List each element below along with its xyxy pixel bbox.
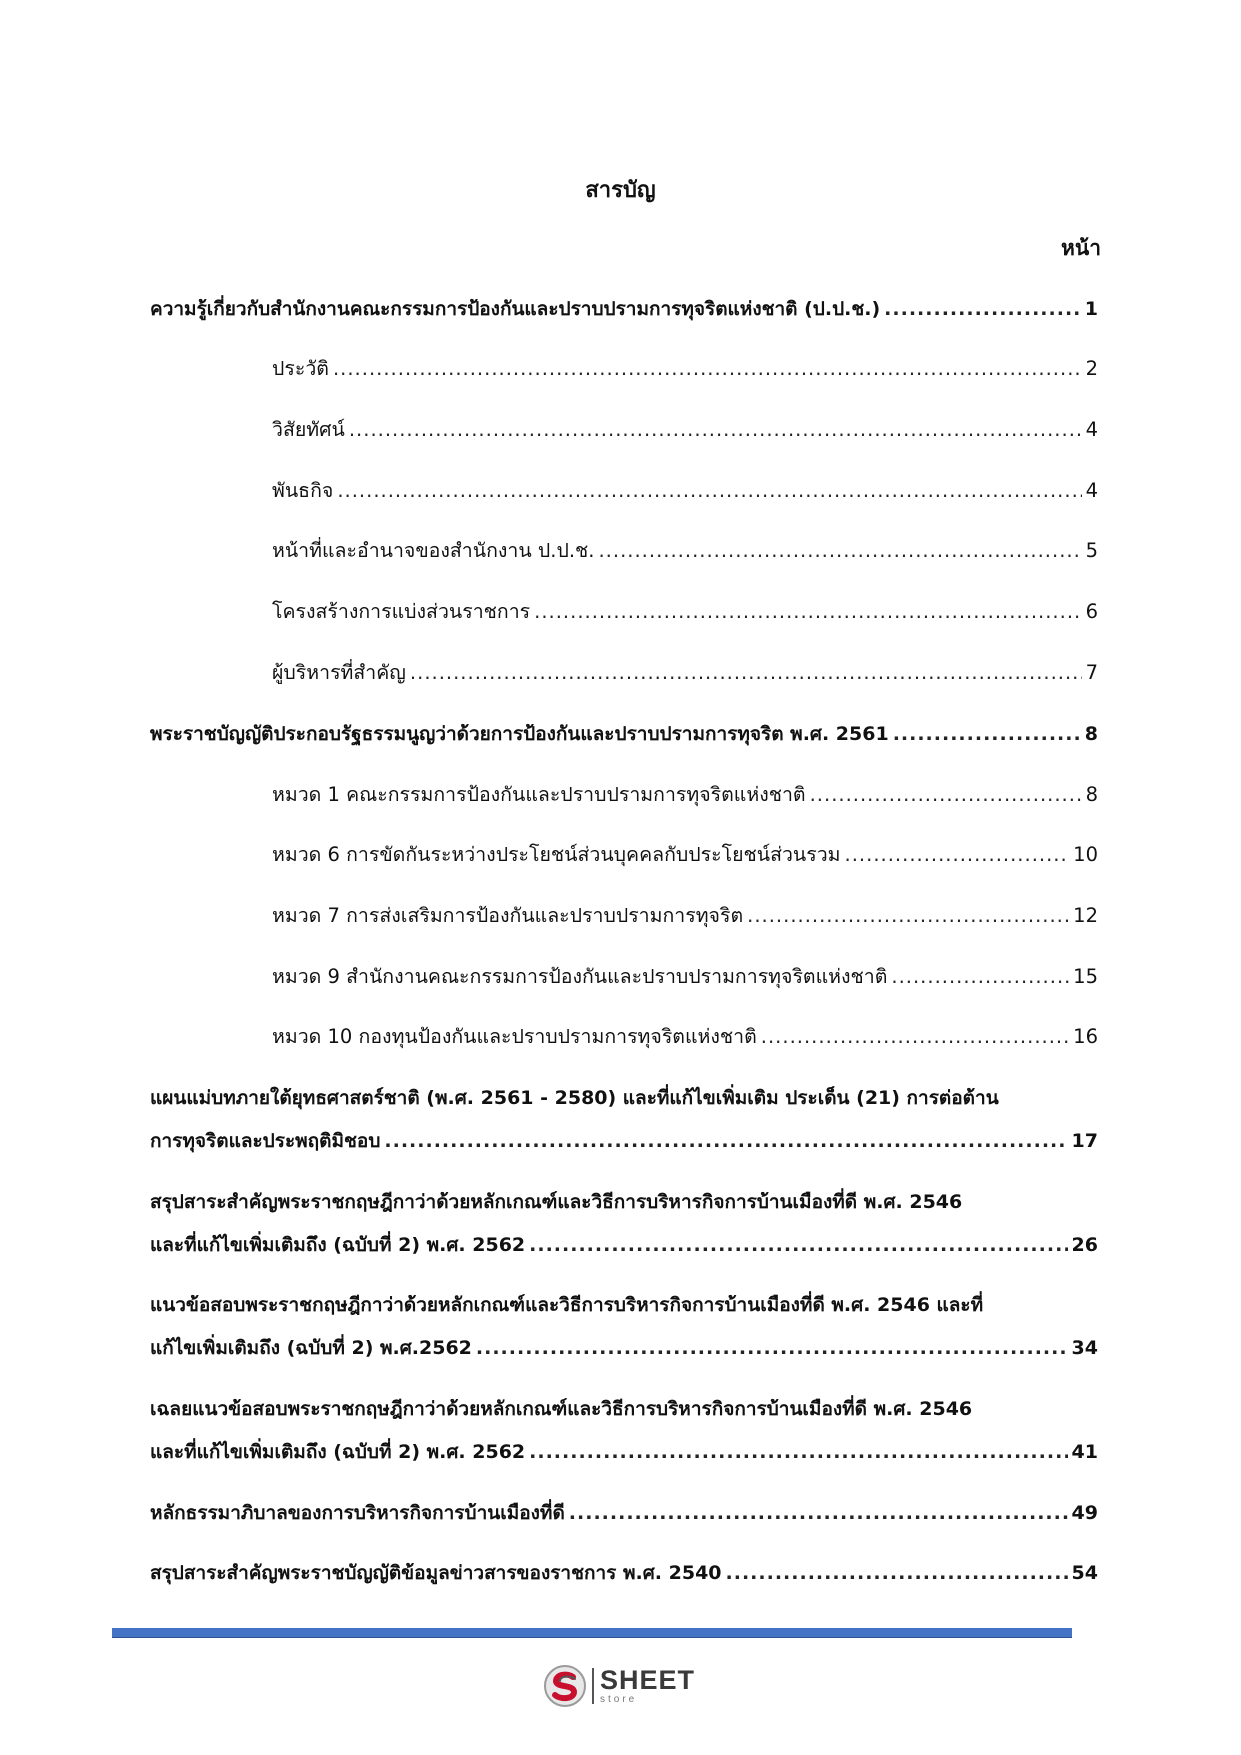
toc-entry[interactable] (150, 1491, 1098, 1535)
toc-entry-label: หน้าที่และอำนาจของสำนักงาน ป.ป.ช. (272, 539, 595, 562)
toc-entry-label: โครงสร้างการแบ่งส่วนราชการ (272, 600, 531, 623)
toc-entry-label: หมวด 9 สำนักงานคณะกรรมการป้องกันและปราบปรามการทุจริตแห่งชาติ (272, 965, 888, 988)
toc-entry-page: 6 (1085, 600, 1098, 623)
dot-leader (410, 651, 1082, 695)
toc-entry-page: 8 (1084, 723, 1098, 745)
toc-title: สารบัญ (585, 178, 656, 203)
toc-entry-label: สรุปสาระสำคัญพระราชบัญญัติข้อมูลข่าวสารของราชการ พ.ศ. 2540 (150, 1562, 722, 1584)
toc-entry-label: วิสัยทัศน์ (272, 418, 345, 441)
toc-entry[interactable] (272, 833, 1098, 877)
dot-leader (534, 590, 1081, 634)
toc-entry-label: และที่แก้ไขเพิ่มเติมถึง (ฉบับที่ 2) พ.ศ. 2562 (150, 1234, 526, 1256)
toc-entry-continuation[interactable] (150, 1326, 1098, 1370)
dot-leader (893, 712, 1081, 756)
toc-entry-page: 41 (1071, 1441, 1098, 1463)
toc-entry[interactable] (150, 1180, 1098, 1224)
toc-entry[interactable] (272, 894, 1098, 938)
toc-entry[interactable] (272, 1015, 1098, 1059)
toc-entry-page: 2 (1085, 357, 1098, 380)
toc-entry-label-line1: เฉลยแนวข้อสอบพระราชกฤษฎีกาว่าด้วยหลักเกณฑ์และวิธีการบริหารกิจการบ้านเมืองที่ดี พ.ศ. 2546 (150, 1398, 973, 1420)
page-column-header: หน้า (1061, 236, 1101, 260)
toc-entry-label: หมวด 6 การขัดกันระหว่างประโยชน์ส่วนบุคคลกับประโยชน์ส่วนรวม (272, 843, 841, 866)
toc-entry-page: 16 (1073, 1025, 1098, 1048)
toc-entry[interactable] (272, 469, 1098, 513)
dot-leader (476, 1326, 1068, 1370)
toc-entry-page: 7 (1085, 661, 1098, 684)
toc-entry[interactable] (272, 955, 1098, 999)
sheet-store-logo-icon (542, 1663, 588, 1709)
toc-entry[interactable] (150, 1076, 1098, 1120)
dot-leader (884, 287, 1081, 331)
toc-entry-label: พระราชบัญญัติประกอบรัฐธรรมนูญว่าด้วยการป้องกันและปราบปรามการทุจริต พ.ศ. 2561 (150, 723, 889, 745)
toc-entry-label: ประวัติ (272, 357, 329, 380)
toc-entry-label: แก้ไขเพิ่มเติมถึง (ฉบับที่ 2) พ.ศ.2562 (150, 1337, 472, 1359)
toc-entry[interactable] (272, 651, 1098, 695)
toc-entry-continuation[interactable] (150, 1223, 1098, 1267)
toc-entry-page: 5 (1085, 539, 1098, 562)
toc-entry-page: 15 (1073, 965, 1098, 988)
toc-entry-label: หมวด 10 กองทุนป้องกันและปราบปรามการทุจริตแห่งชาติ (272, 1025, 757, 1048)
toc-entry[interactable] (272, 529, 1098, 573)
toc-entry-continuation[interactable] (150, 1430, 1098, 1474)
toc-entry-page: 26 (1071, 1234, 1098, 1256)
dot-leader (529, 1430, 1067, 1474)
toc-entry-page: 4 (1085, 479, 1098, 502)
toc-entry-label: พันธกิจ (272, 479, 334, 502)
toc-entry-label-line1: แผนแม่บทภายใต้ยุทธศาสตร์ชาติ (พ.ศ. 2561 - 2580) และที่แก้ไขเพิ่มเติม ประเด็น (21) การต่อต้าน (150, 1087, 999, 1109)
dot-leader (384, 1119, 1067, 1163)
dot-leader (747, 894, 1069, 938)
dot-leader (810, 773, 1082, 817)
toc-entry-label: หมวด 1 คณะกรรมการป้องกันและปราบปรามการทุจริตแห่งชาติ (272, 783, 806, 806)
toc-entry-page: 54 (1071, 1562, 1098, 1584)
toc-entry[interactable] (272, 590, 1098, 634)
dot-leader (529, 1223, 1067, 1267)
dot-leader (569, 1491, 1068, 1535)
toc-entry-page: 8 (1085, 783, 1098, 806)
toc-entry[interactable] (150, 1551, 1098, 1595)
toc-entry-label-line1: แนวข้อสอบพระราชกฤษฎีกาว่าด้วยหลักเกณฑ์และวิธีการบริหารกิจการบ้านเมืองที่ดี พ.ศ. 2546 และที่ (150, 1294, 984, 1316)
toc-entry-continuation[interactable] (150, 1119, 1098, 1163)
dot-leader (337, 469, 1081, 513)
toc-entry-page: 49 (1071, 1502, 1098, 1524)
logo-text: SHEET (600, 1665, 696, 1695)
dot-leader (845, 833, 1070, 877)
toc-entry[interactable] (272, 408, 1098, 452)
dot-leader (761, 1015, 1069, 1059)
toc-entry[interactable] (150, 1387, 1098, 1431)
logo-divider (592, 1668, 594, 1704)
toc-entry-label: หลักธรรมาภิบาลของการบริหารกิจการบ้านเมืองที่ดี (150, 1502, 565, 1524)
dot-leader (598, 529, 1081, 573)
dot-leader (333, 347, 1082, 391)
toc-entry-page: 17 (1071, 1130, 1098, 1152)
logo-wordmark (600, 1667, 695, 1705)
toc-entry[interactable] (150, 712, 1098, 756)
dot-leader (349, 408, 1082, 452)
dot-leader (726, 1551, 1068, 1595)
toc-entry-page: 4 (1085, 418, 1098, 441)
toc-entry-label: การทุจริตและประพฤติมิชอบ (150, 1130, 381, 1152)
toc-entry-page: 10 (1073, 843, 1098, 866)
toc-entry[interactable] (150, 287, 1098, 331)
toc-entry-page: 12 (1073, 904, 1098, 927)
toc-entry-page: 1 (1084, 298, 1098, 320)
toc-entry-label: ความรู้เกี่ยวกับสำนักงานคณะกรรมการป้องกันและปราบปรามการทุจริตแห่งชาติ (ป.ป.ช.) (150, 298, 881, 320)
toc-entry-label: หมวด 7 การส่งเสริมการป้องกันและปราบปรามการทุจริต (272, 904, 744, 927)
toc-entry[interactable] (272, 347, 1098, 391)
toc-entry[interactable] (272, 773, 1098, 817)
toc-entry-label: และที่แก้ไขเพิ่มเติมถึง (ฉบับที่ 2) พ.ศ. 2562 (150, 1441, 526, 1463)
toc-entry-label-line1: สรุปสาระสำคัญพระราชกฤษฎีกาว่าด้วยหลักเกณฑ์และวิธีการบริหารกิจการบ้านเมืองที่ดี พ.ศ. 2546 (150, 1191, 963, 1213)
toc-entry[interactable] (150, 1283, 1098, 1327)
toc-entry-page: 34 (1071, 1337, 1098, 1359)
footer-rule (112, 1628, 1072, 1638)
toc-entry-label: ผู้บริหารที่สำคัญ (272, 661, 406, 684)
logo-subtext: store (600, 1694, 638, 1705)
sheet-store-logo (542, 1662, 712, 1710)
dot-leader (891, 955, 1069, 999)
